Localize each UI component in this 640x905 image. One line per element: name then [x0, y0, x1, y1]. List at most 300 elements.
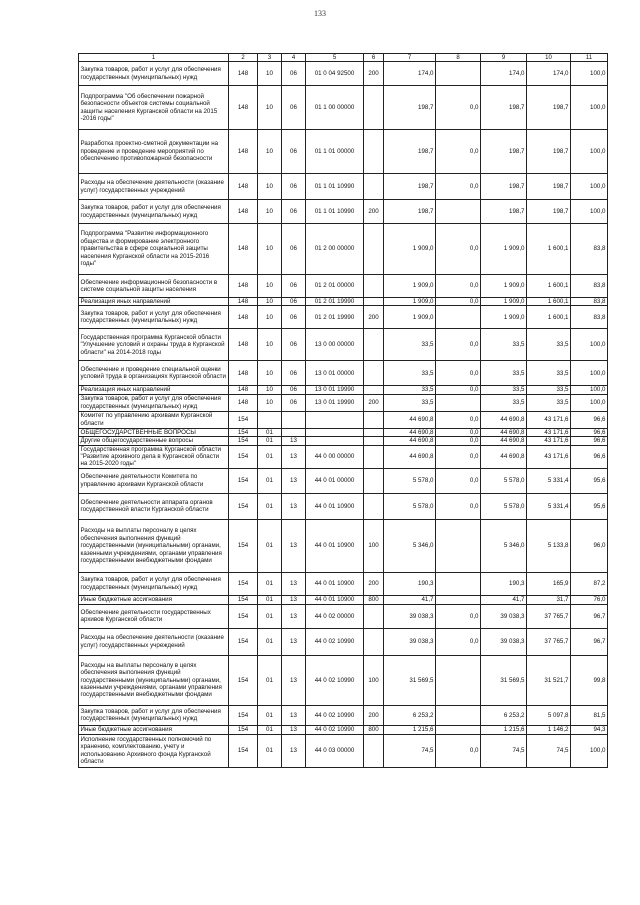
row-cell — [364, 361, 384, 386]
row-cell: 200 — [364, 572, 384, 595]
row-cell: 0,0 — [436, 604, 481, 628]
row-cell: 200 — [364, 705, 384, 725]
row-cell: 154 — [229, 595, 258, 604]
table-row — [79, 604, 608, 628]
row-cell: 44 0 02 00000 — [306, 604, 364, 628]
row-cell: 10 — [258, 386, 282, 394]
row-cell: 0,0 — [436, 298, 481, 306]
row-cell: 44 0 02 10990 — [306, 655, 364, 705]
row-cell: 200 — [364, 394, 384, 411]
row-cell: 95,6 — [571, 468, 608, 493]
row-cell — [436, 394, 481, 411]
row-cell: 10 — [258, 62, 282, 86]
row-description: Другие общегосударственные вопросы — [79, 437, 229, 445]
row-cell: 148 — [229, 329, 258, 361]
row-cell: 01 1 00 00000 — [306, 86, 364, 130]
row-description: Закупка товаров, работ и услуг для обеспечения государственных (муниципальных) нужд — [79, 306, 229, 329]
row-cell: 154 — [229, 519, 258, 572]
row-cell — [364, 174, 384, 200]
row-cell: 148 — [229, 224, 258, 275]
row-cell: 148 — [229, 130, 258, 174]
row-cell: 06 — [282, 130, 306, 174]
row-cell: 165,9 — [527, 572, 571, 595]
row-cell: 01 1 01 10990 — [306, 174, 364, 200]
row-cell: 100,0 — [571, 62, 608, 86]
row-description: Обеспечение и проведение специальной оценки условий труда в организациях Курганской области — [79, 361, 229, 386]
table-row — [79, 411, 608, 428]
row-cell: 13 — [282, 705, 306, 725]
row-cell: 10 — [258, 86, 282, 130]
row-cell: 5 097,8 — [527, 705, 571, 725]
row-cell: 81,5 — [571, 705, 608, 725]
row-cell: 154 — [229, 468, 258, 493]
row-cell: 13 — [282, 734, 306, 767]
row-cell — [364, 224, 384, 275]
row-cell: 0,0 — [436, 174, 481, 200]
row-cell: 01 2 01 19990 — [306, 298, 364, 306]
row-cell: 41,7 — [384, 595, 436, 604]
row-cell: 01 0 04 92500 — [306, 62, 364, 86]
row-cell: 13 0 01 19990 — [306, 386, 364, 394]
row-cell: 83,8 — [571, 224, 608, 275]
row-cell: 33,5 — [527, 386, 571, 394]
row-cell: 198,7 — [527, 86, 571, 130]
row-cell: 06 — [282, 298, 306, 306]
row-cell: 44 690,8 — [384, 428, 436, 436]
row-cell: 01 2 01 00000 — [306, 275, 364, 298]
row-description: Государственная программа Курганской области "Улучшение условий и охраны труда в Курганской области" на 2014-2018 годы — [79, 329, 229, 361]
row-cell: 200 — [364, 62, 384, 86]
row-cell: 01 1 01 10990 — [306, 200, 364, 224]
row-cell: 37 765,7 — [527, 628, 571, 655]
row-cell: 148 — [229, 306, 258, 329]
row-cell — [364, 604, 384, 628]
row-cell: 74,5 — [384, 734, 436, 767]
row-cell: 01 — [258, 734, 282, 767]
row-cell: 198,7 — [481, 200, 527, 224]
row-cell: 31 521,7 — [527, 655, 571, 705]
table-row — [79, 493, 608, 519]
row-cell: 13 — [282, 725, 306, 734]
row-description: Расходы на выплаты персоналу в целях обеспечения выполнения функций государственными (муниципальными) органами, казенными учреждениями, органами управления государственными внебюджетными фондами — [79, 655, 229, 705]
row-cell: 33,5 — [527, 361, 571, 386]
row-cell: 13 0 01 00000 — [306, 361, 364, 386]
row-cell: 198,7 — [527, 174, 571, 200]
row-cell — [364, 493, 384, 519]
row-description: ОБЩЕГОСУДАРСТВЕННЫЕ ВОПРОСЫ — [79, 428, 229, 436]
row-cell: 148 — [229, 86, 258, 130]
row-cell: 154 — [229, 655, 258, 705]
row-cell: 31 569,5 — [384, 655, 436, 705]
table-row — [79, 725, 608, 734]
row-cell — [364, 428, 384, 436]
row-cell: 39 038,3 — [481, 604, 527, 628]
row-cell — [436, 572, 481, 595]
row-cell — [306, 437, 364, 445]
table-row — [79, 437, 608, 445]
row-cell: 154 — [229, 604, 258, 628]
budget-table — [78, 53, 608, 768]
row-description: Обеспечение информационной безопасности в системе социальной защиты населения — [79, 275, 229, 298]
row-cell: 44 690,8 — [481, 428, 527, 436]
row-cell: 33,5 — [527, 329, 571, 361]
row-cell: 1 146,2 — [527, 725, 571, 734]
row-cell: 1 600,1 — [527, 298, 571, 306]
row-cell: 154 — [229, 493, 258, 519]
table-row — [79, 628, 608, 655]
row-cell — [436, 519, 481, 572]
row-cell: 5 346,0 — [384, 519, 436, 572]
row-cell: 01 2 00 00000 — [306, 224, 364, 275]
row-cell: 74,5 — [527, 734, 571, 767]
row-cell: 10 — [258, 298, 282, 306]
row-cell — [364, 411, 384, 428]
row-cell: 1 215,6 — [384, 725, 436, 734]
row-cell: 1 600,1 — [527, 306, 571, 329]
row-cell: 99,8 — [571, 655, 608, 705]
row-cell: 0,0 — [436, 386, 481, 394]
row-cell: 200 — [364, 306, 384, 329]
row-cell: 198,7 — [527, 130, 571, 174]
row-cell: 06 — [282, 86, 306, 130]
row-cell: 01 — [258, 604, 282, 628]
row-cell: 148 — [229, 361, 258, 386]
row-cell: 174,0 — [481, 62, 527, 86]
row-cell: 100,0 — [571, 174, 608, 200]
row-cell: 39 038,3 — [384, 628, 436, 655]
row-cell: 154 — [229, 445, 258, 468]
row-cell: 44 0 01 10900 — [306, 493, 364, 519]
row-cell — [436, 595, 481, 604]
row-cell — [364, 734, 384, 767]
row-cell: 0,0 — [436, 428, 481, 436]
row-cell: 200 — [364, 200, 384, 224]
row-cell: 10 — [258, 224, 282, 275]
row-description: Разработка проектно-сметной документации на проведение и проведение мероприятий по обеспечению противопожарной безопасности — [79, 130, 229, 174]
row-cell: 13 0 01 19990 — [306, 394, 364, 411]
row-cell: 198,7 — [384, 200, 436, 224]
row-cell: 44 690,8 — [481, 411, 527, 428]
table-row — [79, 62, 608, 86]
row-cell: 96,6 — [571, 411, 608, 428]
row-cell: 0,0 — [436, 224, 481, 275]
row-cell — [364, 298, 384, 306]
row-cell: 198,7 — [481, 130, 527, 174]
table-row — [79, 394, 608, 411]
row-cell: 96,6 — [571, 428, 608, 436]
row-description: Расходы на выплаты персоналу в целях обеспечения выполнения функций государственными (муниципальными) органами, казенными учреждениями, органами управления государственными внебюджетными фондами — [79, 519, 229, 572]
table-row — [79, 329, 608, 361]
row-cell: 10 — [258, 361, 282, 386]
row-cell: 44 0 02 10990 — [306, 628, 364, 655]
row-cell: 174,0 — [527, 62, 571, 86]
row-cell: 5 578,0 — [481, 493, 527, 519]
row-cell: 800 — [364, 595, 384, 604]
row-cell: 154 — [229, 734, 258, 767]
row-cell: 148 — [229, 386, 258, 394]
table-body — [79, 62, 608, 768]
row-cell: 44 0 01 10900 — [306, 595, 364, 604]
row-cell: 44 690,8 — [481, 437, 527, 445]
row-description: Закупка товаров, работ и услуг для обеспечения государственных (муниципальных) нужд — [79, 62, 229, 86]
table-row — [79, 705, 608, 725]
row-description: Реализация иных направлений — [79, 386, 229, 394]
table-row — [79, 468, 608, 493]
row-cell: 0,0 — [436, 275, 481, 298]
row-cell: 0,0 — [436, 445, 481, 468]
row-description: Иные бюджетные ассигнования — [79, 725, 229, 734]
row-cell: 44 0 00 00000 — [306, 445, 364, 468]
row-description: Закупка товаров, работ и услуг для обеспечения государственных (муниципальных) нужд — [79, 200, 229, 224]
row-cell — [436, 705, 481, 725]
row-cell: 44 0 01 10900 — [306, 572, 364, 595]
row-description: Расходы на обеспечение деятельности (оказание услуг) государственных учреждений — [79, 174, 229, 200]
row-cell: 100,0 — [571, 130, 608, 174]
row-cell: 154 — [229, 725, 258, 734]
row-cell — [436, 200, 481, 224]
row-cell: 1 215,6 — [481, 725, 527, 734]
row-cell: 154 — [229, 437, 258, 445]
row-cell: 198,7 — [481, 174, 527, 200]
row-cell: 96,6 — [571, 437, 608, 445]
row-cell: 33,5 — [384, 386, 436, 394]
row-cell: 33,5 — [481, 394, 527, 411]
row-cell: 100,0 — [571, 200, 608, 224]
row-cell — [364, 437, 384, 445]
row-cell — [364, 329, 384, 361]
row-cell: 06 — [282, 224, 306, 275]
row-cell — [364, 445, 384, 468]
row-cell: 83,8 — [571, 306, 608, 329]
row-cell: 44 0 03 00000 — [306, 734, 364, 767]
row-cell: 33,5 — [384, 361, 436, 386]
row-cell: 190,3 — [384, 572, 436, 595]
row-cell: 5 578,0 — [384, 493, 436, 519]
row-cell — [364, 86, 384, 130]
row-cell: 5 578,0 — [384, 468, 436, 493]
row-cell: 96,0 — [571, 519, 608, 572]
column-header: 4 — [282, 54, 306, 62]
row-cell: 33,5 — [527, 394, 571, 411]
row-description: Иные бюджетные ассигнования — [79, 595, 229, 604]
row-cell: 33,5 — [481, 361, 527, 386]
row-description: Государственная программа Курганской области "Развитие архивного дела в Курганской области на 2015-2020 годы" — [79, 445, 229, 468]
row-cell: 33,5 — [481, 329, 527, 361]
row-cell: 87,2 — [571, 572, 608, 595]
row-cell — [364, 628, 384, 655]
row-cell: 198,7 — [527, 200, 571, 224]
row-cell — [306, 411, 364, 428]
row-cell: 154 — [229, 705, 258, 725]
row-cell: 5 331,4 — [527, 468, 571, 493]
row-cell: 06 — [282, 275, 306, 298]
row-cell: 94,3 — [571, 725, 608, 734]
row-cell — [306, 428, 364, 436]
row-description: Подпрограмма "Об обеспечении пожарной безопасности объектов системы социальной защиты населения Курганской области на 2015 -2016 годы" — [79, 86, 229, 130]
row-cell: 39 038,3 — [481, 628, 527, 655]
row-cell: 83,8 — [571, 298, 608, 306]
row-cell — [436, 62, 481, 86]
row-cell: 5 133,8 — [527, 519, 571, 572]
row-cell: 1 909,0 — [481, 224, 527, 275]
row-cell: 96,6 — [571, 445, 608, 468]
row-cell: 13 — [282, 445, 306, 468]
row-cell: 01 — [258, 572, 282, 595]
row-cell — [282, 428, 306, 436]
row-cell: 148 — [229, 275, 258, 298]
row-cell: 37 765,7 — [527, 604, 571, 628]
row-cell: 800 — [364, 725, 384, 734]
row-cell: 01 — [258, 725, 282, 734]
row-cell: 44 690,8 — [481, 445, 527, 468]
row-cell: 154 — [229, 428, 258, 436]
row-cell: 154 — [229, 572, 258, 595]
row-cell: 13 — [282, 655, 306, 705]
table-row — [79, 519, 608, 572]
table-row — [79, 595, 608, 604]
row-cell: 5 578,0 — [481, 468, 527, 493]
row-cell: 13 0 00 00000 — [306, 329, 364, 361]
row-cell: 44 0 01 00000 — [306, 468, 364, 493]
row-cell: 0,0 — [436, 361, 481, 386]
row-cell: 10 — [258, 174, 282, 200]
row-cell: 33,5 — [481, 386, 527, 394]
column-header: 7 — [384, 54, 436, 62]
row-cell: 10 — [258, 200, 282, 224]
row-cell: 01 2 01 19990 — [306, 306, 364, 329]
row-cell: 33,5 — [384, 394, 436, 411]
table-row — [79, 298, 608, 306]
row-cell: 13 — [282, 493, 306, 519]
row-cell: 190,3 — [481, 572, 527, 595]
row-cell: 10 — [258, 394, 282, 411]
row-cell: 0,0 — [436, 628, 481, 655]
row-cell — [364, 386, 384, 394]
row-cell: 01 1 01 00000 — [306, 130, 364, 174]
row-cell: 01 — [258, 705, 282, 725]
column-header: 5 — [306, 54, 364, 62]
row-cell — [436, 655, 481, 705]
row-cell: 148 — [229, 394, 258, 411]
row-cell: 39 038,3 — [384, 604, 436, 628]
row-cell: 06 — [282, 62, 306, 86]
column-header: 11 — [571, 54, 608, 62]
row-cell: 154 — [229, 628, 258, 655]
row-description: Комитет по управлению архивами Курганской области — [79, 411, 229, 428]
table-row — [79, 428, 608, 436]
row-cell — [436, 725, 481, 734]
row-cell: 96,7 — [571, 628, 608, 655]
row-cell: 198,7 — [481, 86, 527, 130]
row-description: Закупка товаров, работ и услуг для обеспечения государственных (муниципальных) нужд — [79, 572, 229, 595]
table-row — [79, 655, 608, 705]
row-cell: 13 — [282, 437, 306, 445]
row-cell: 44 690,8 — [384, 411, 436, 428]
table-row — [79, 200, 608, 224]
row-cell: 148 — [229, 298, 258, 306]
row-cell: 198,7 — [384, 174, 436, 200]
row-cell: 44 0 02 10990 — [306, 725, 364, 734]
row-cell: 06 — [282, 361, 306, 386]
row-cell: 13 — [282, 595, 306, 604]
row-cell: 154 — [229, 411, 258, 428]
row-cell: 5 346,0 — [481, 519, 527, 572]
column-header: 3 — [258, 54, 282, 62]
row-cell — [364, 130, 384, 174]
header-row — [79, 54, 608, 62]
row-cell — [364, 468, 384, 493]
column-header: 9 — [481, 54, 527, 62]
row-cell: 1 600,1 — [527, 224, 571, 275]
row-cell: 01 — [258, 445, 282, 468]
row-cell: 0,0 — [436, 411, 481, 428]
row-cell: 01 — [258, 437, 282, 445]
row-cell: 198,7 — [384, 86, 436, 130]
row-cell: 06 — [282, 386, 306, 394]
row-cell: 13 — [282, 628, 306, 655]
table-row — [79, 734, 608, 767]
row-cell: 148 — [229, 174, 258, 200]
row-cell: 100,0 — [571, 361, 608, 386]
row-description: Исполнение государственных полномочий по хранению, комплектованию, учету и использованию Архивного фонда Курганской области — [79, 734, 229, 767]
row-cell: 44 0 01 10900 — [306, 519, 364, 572]
column-header: 10 — [527, 54, 571, 62]
row-cell: 1 600,1 — [527, 275, 571, 298]
row-cell: 1 909,0 — [384, 275, 436, 298]
row-cell: 44 0 02 10990 — [306, 705, 364, 725]
row-cell: 44 690,8 — [384, 445, 436, 468]
row-cell: 06 — [282, 174, 306, 200]
row-cell: 100,0 — [571, 386, 608, 394]
row-cell: 13 — [282, 572, 306, 595]
row-cell: 1 909,0 — [384, 224, 436, 275]
row-cell: 44 690,8 — [384, 437, 436, 445]
row-cell: 10 — [258, 306, 282, 329]
row-cell: 31,7 — [527, 595, 571, 604]
row-cell: 0,0 — [436, 493, 481, 519]
row-cell: 95,6 — [571, 493, 608, 519]
row-cell: 83,8 — [571, 275, 608, 298]
row-cell: 13 — [282, 604, 306, 628]
row-cell — [282, 411, 306, 428]
page-number: 133 — [314, 9, 326, 18]
row-cell: 148 — [229, 62, 258, 86]
table-row — [79, 361, 608, 386]
row-cell: 6 253,2 — [384, 705, 436, 725]
row-cell — [258, 411, 282, 428]
row-cell: 0,0 — [436, 468, 481, 493]
table-row — [79, 386, 608, 394]
row-cell: 10 — [258, 329, 282, 361]
row-cell: 100,0 — [571, 734, 608, 767]
row-cell: 76,0 — [571, 595, 608, 604]
row-cell: 5 331,4 — [527, 493, 571, 519]
row-cell: 06 — [282, 200, 306, 224]
row-cell: 100,0 — [571, 86, 608, 130]
row-cell: 0,0 — [436, 437, 481, 445]
row-description: Подпрограмма "Развитие информационного общества и формирование электронного правительства в сфере социальной защиты населения Курганской области на 2015-2016 годы" — [79, 224, 229, 275]
row-cell: 0,0 — [436, 86, 481, 130]
row-cell: 01 — [258, 493, 282, 519]
row-cell: 06 — [282, 394, 306, 411]
row-cell: 43 171,6 — [527, 445, 571, 468]
row-cell: 10 — [258, 130, 282, 174]
table-row — [79, 572, 608, 595]
row-cell: 41,7 — [481, 595, 527, 604]
row-description: Реализация иных направлений — [79, 298, 229, 306]
row-cell: 10 — [258, 275, 282, 298]
row-cell: 100 — [364, 655, 384, 705]
